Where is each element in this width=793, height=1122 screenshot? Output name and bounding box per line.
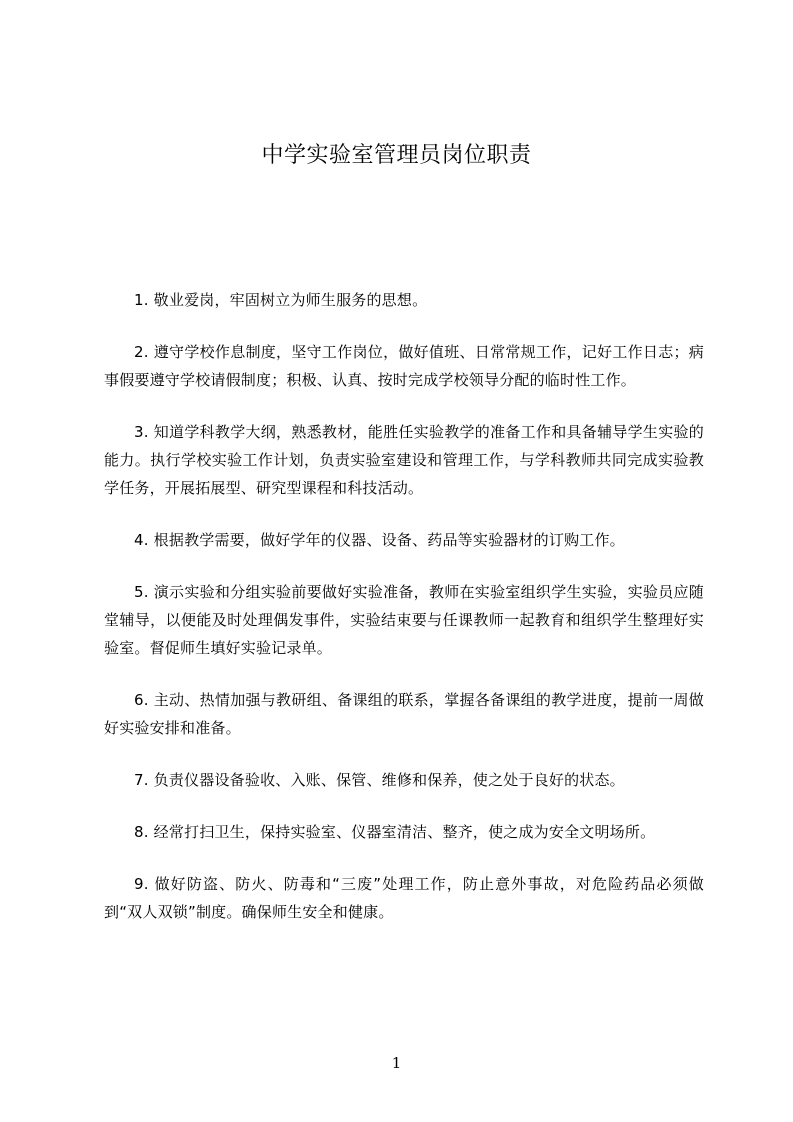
document-title: 中学实验室管理员岗位职责 [261,143,532,168]
paragraph-4: 4. 根据教学需要，做好学年的仪器、设备、药品等实验器材的订购工作。 [134,531,625,549]
document-body [104,286,704,926]
paragraph-2: 2. 遵守学校作息制度，坚守工作岗位，做好值班、日常常规工作，记好工作日志；病事假要遵守学校请假制度；积极、认真、按时完成学校领导分配的临时性工作。 [104,343,704,389]
paragraph-8: 8. 经常打扫卫生，保持实验室、仪器室清洁、整齐，使之成为安全文明场所。 [134,823,656,841]
page-number: 1 [391,1054,402,1072]
paragraph-1: 1. 敬业爱岗，牢固树立为师生服务的思想。 [134,291,428,309]
paragraph-9: 9. 做好防盗、防火、防毒和“三废”处理工作，防止意外事故，对危险药品必须做到“双人双锁”制度。确保师生安全和健康。 [104,875,704,921]
paragraph-7: 7. 负责仪器设备验收、入账、保管、维修和保养，使之处于良好的状态。 [134,771,625,789]
paragraph-5: 5. 演示实验和分组实验前要做好实验准备，教师在实验室组织学生实验，实验员应随堂辅导，以便能及时处理偶发事件，实验结束要与任课教师一起教育和组织学生整理好实验室。督促师生填好实验记录单。 [104,583,704,657]
paragraph-3: 3. 知道学科教学大纲，熟悉教材，能胜任实验教学的准备工作和具备辅导学生实验的能力。执行学校实验工作计划，负责实验室建设和管理工作，与学科教师共同完成实验教学任务，开展拓展型、研究型课程和科技活动。 [104,423,704,497]
paragraph-6: 6. 主动、热情加强与教研组、备课组的联系，掌握各备课组的教学进度，提前一周做好实验安排和准备。 [104,691,704,737]
